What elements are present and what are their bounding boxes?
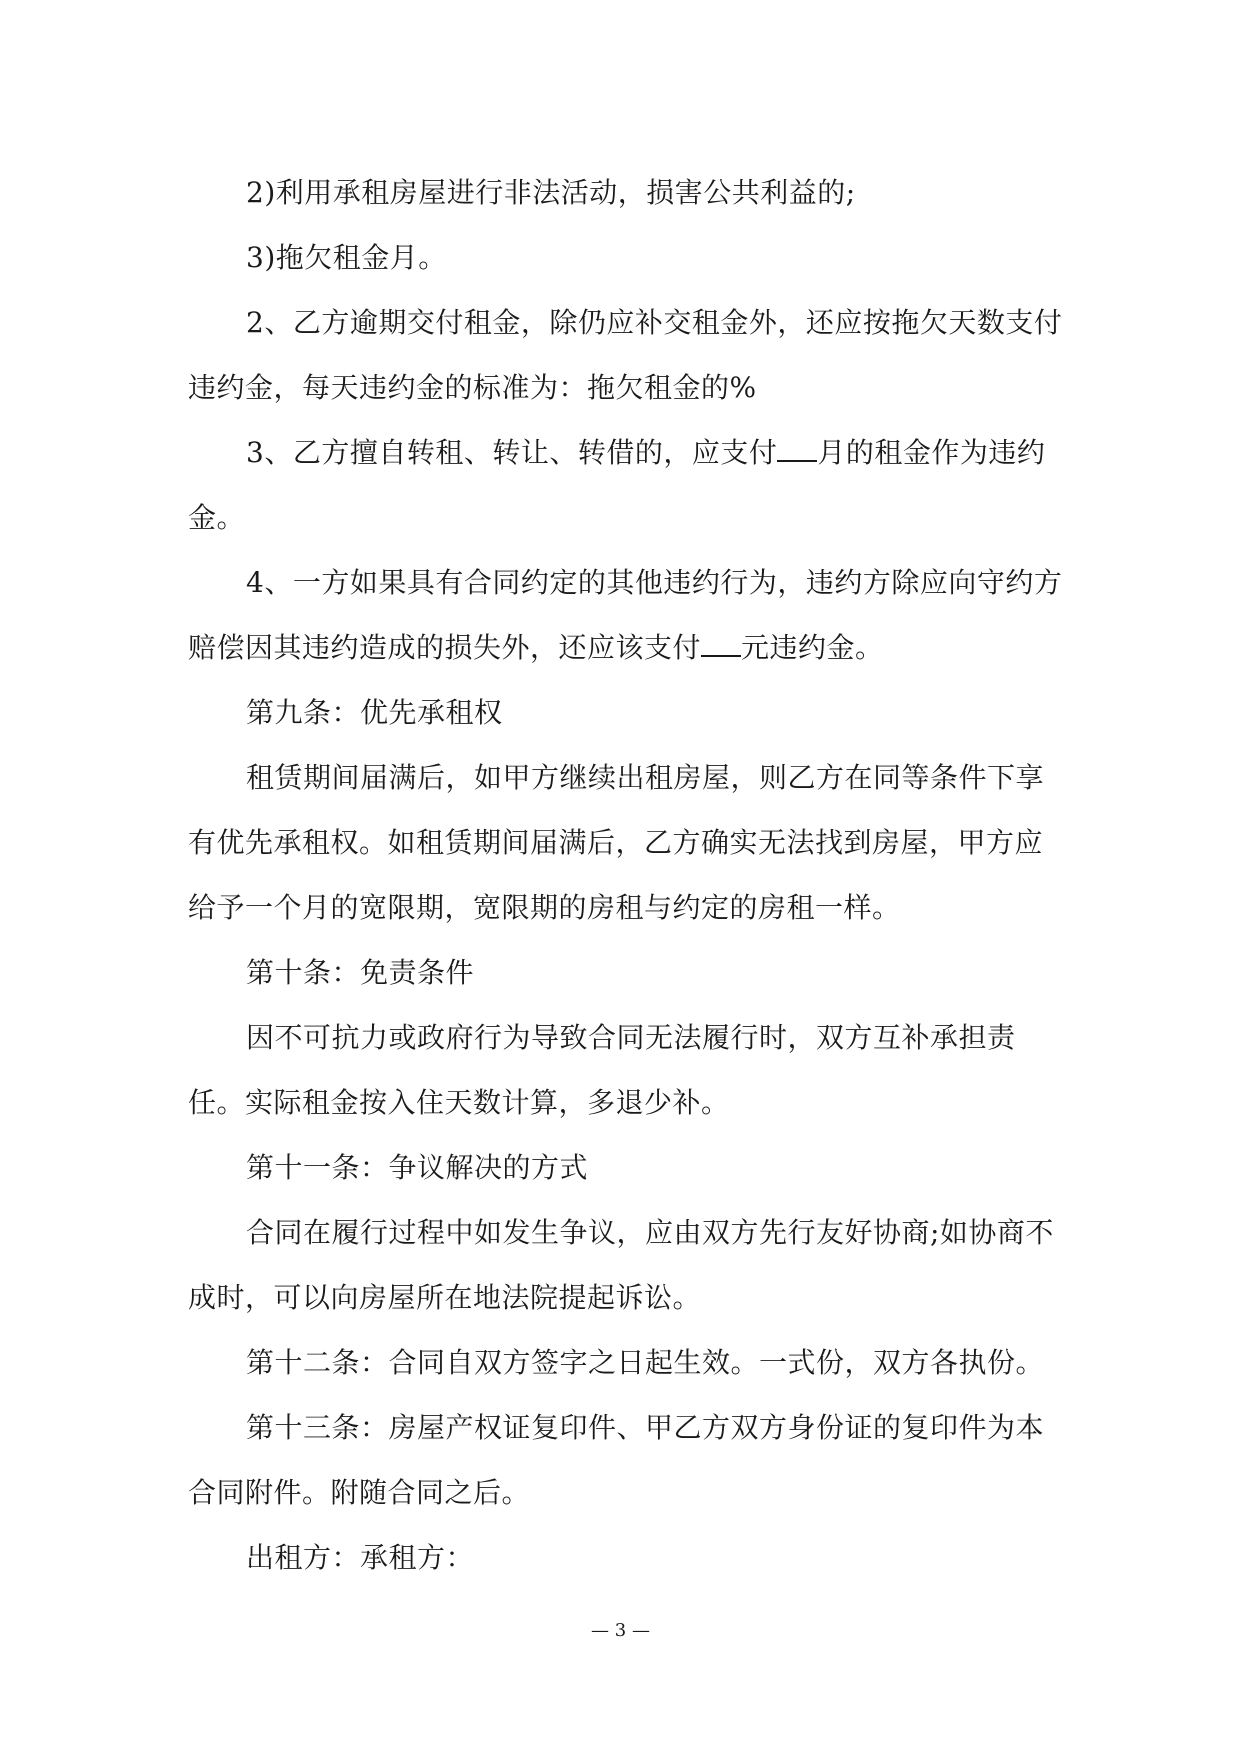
paragraph-text: 合同在履行过程中如发生争议，应由双方先行友好协商;如协商不成时，可以向房屋所在地法院提起诉讼。 bbox=[188, 1216, 1054, 1314]
heading-article-11 bbox=[188, 1135, 1068, 1200]
paragraph-text: 3)拖欠租金月。 bbox=[246, 241, 447, 274]
document-body bbox=[188, 160, 1068, 1590]
paragraph-late-rent-penalty bbox=[188, 290, 1068, 420]
paragraph-clause-violation-3 bbox=[188, 225, 1068, 290]
signature-line bbox=[188, 1525, 1068, 1590]
paragraph-article-12 bbox=[188, 1330, 1068, 1395]
paragraph-text: 元违约金。 bbox=[741, 631, 884, 664]
paragraph-sublease-penalty bbox=[188, 420, 1068, 550]
paragraph-force-majeure bbox=[188, 1005, 1068, 1135]
paragraph-clause-violation-2 bbox=[188, 160, 1068, 225]
paragraph-priority-lease bbox=[188, 745, 1068, 940]
paragraph-text: 租赁期间届满后，如甲方继续出租房屋，则乙方在同等条件下享有优先承租权。如租赁期间届满后，乙方确实无法找到房屋，甲方应给予一个月的宽限期，宽限期的房租与约定的房租一样。 bbox=[188, 761, 1045, 924]
heading-article-9 bbox=[188, 680, 1068, 745]
paragraph-text: 第十三条：房屋产权证复印件、甲乙方双方身份证的复印件为本合同附件。附随合同之后。 bbox=[188, 1411, 1045, 1509]
page-number: — 3 — bbox=[591, 1620, 650, 1641]
paragraph-text: 因不可抗力或政府行为导致合同无法履行时，双方互补承担责任。实际租金按入住天数计算，多退少补。 bbox=[188, 1021, 1016, 1119]
heading-text: 第九条：优先承租权 bbox=[246, 696, 503, 729]
heading-article-10 bbox=[188, 940, 1068, 1005]
paragraph-other-breach bbox=[188, 550, 1068, 680]
signature-text: 出租方：承租方： bbox=[246, 1541, 475, 1574]
paragraph-dispute-resolution bbox=[188, 1200, 1068, 1330]
heading-text: 第十一条：争议解决的方式 bbox=[246, 1151, 589, 1184]
blank-line bbox=[777, 436, 817, 462]
paragraph-text: 第十二条：合同自双方签字之日起生效。一式份，双方各执份。 bbox=[246, 1346, 1045, 1379]
heading-text: 第十条：免责条件 bbox=[246, 956, 475, 989]
paragraph-article-13 bbox=[188, 1395, 1068, 1525]
paragraph-text: 月的租金作为违约金。 bbox=[188, 436, 1046, 534]
blank-line bbox=[701, 631, 741, 657]
paragraph-text: 2)利用承租房屋进行非法活动，损害公共利益的; bbox=[246, 176, 856, 209]
paragraph-text: 2、乙方逾期交付租金，除仍应补交租金外，还应按拖欠天数支付违约金，每天违约金的标准为：拖欠租金的% bbox=[188, 306, 1063, 404]
paragraph-text: 3、乙方擅自转租、转让、转借的，应支付 bbox=[246, 436, 778, 469]
paragraph-text: 4、一方如果具有合同约定的其他违约行为，违约方除应向守约方赔偿因其违约造成的损失外，还应该支付 bbox=[188, 566, 1063, 664]
